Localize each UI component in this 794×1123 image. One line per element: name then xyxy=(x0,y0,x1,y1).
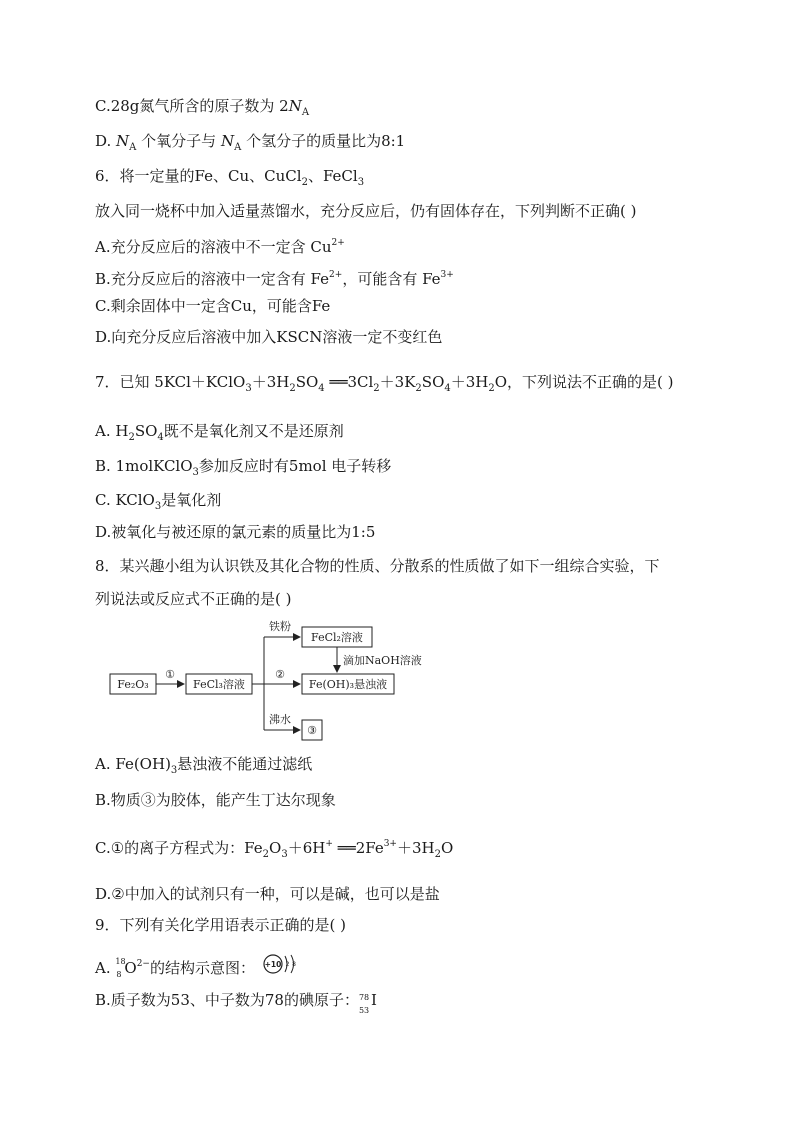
option-7b: B. 1molKClO$_3$参加反应时有5mol 电子转移 xyxy=(95,457,392,478)
fecl2-label: FeCl₂溶液 xyxy=(311,631,363,644)
svg-text:+10: +10 xyxy=(264,960,282,969)
question-7-stem: 7．已知 $5KCl+KClO_3+3H_2SO_4$ $══3Cl_2+3K_2SO_4+3H_2O$，下列说法不正确的是( ) xyxy=(95,373,674,394)
feoh3-label: Fe(OH)₃悬浊液 xyxy=(308,678,388,691)
question-9-stem: 9．下列有关化学用语表示正确的是( ) xyxy=(95,916,347,934)
option-8b: B.物质③为胶体，能产生丁达尔现象 xyxy=(95,791,336,809)
option-6b: B.充分反应后的溶液中一定含有 $Fe^{2+}$，可能含有 $Fe^{3+}$ xyxy=(95,270,454,288)
option-6c: C.剩余固体中一定含Cu，可能含Fe xyxy=(95,297,331,315)
option-5c: C.28g氮气所含的原子数为 $2N_A$ xyxy=(95,97,310,118)
option-8a: A. $Fe(OH)_3$悬浊液不能通过滤纸 xyxy=(95,755,313,776)
oxide-ion-structure-diagram xyxy=(262,952,302,976)
experiment-flow-diagram xyxy=(108,616,448,744)
question-6-stem-2: 放入同一烧杯中加入适量蒸馏水，充分反应后，仍有固体存在，下列判断不正确( ) xyxy=(95,202,637,220)
option-7c: C. KClO$_3$是氧化剂 xyxy=(95,491,222,512)
question-8-stem: 8．某兴趣小组为认识铁及其化合物的性质、分散系的性质做了如下一组综合实验，下 xyxy=(95,557,660,575)
iron-powder-label: 铁粉 xyxy=(269,620,291,633)
option-7a: A. $H_2SO_4$既不是氧化剂又不是还原剂 xyxy=(95,422,344,443)
svg-text:2: 2 xyxy=(285,961,290,968)
question-8-stem-2: 列说法或反应式不正确的是( ) xyxy=(95,590,292,608)
option-6a: A.充分反应后的溶液中不一定含 $Cu^{2+}$ xyxy=(95,238,345,256)
option-5d: D. $N_A$ 个氧分子与 $N_A$ 个氢分子的质量比为8:1 xyxy=(95,132,406,153)
product-3-label: ③ xyxy=(307,724,317,737)
question-6-stem: 6．将一定量的Fe、Cu、CuCl$_2$、FeCl$_3$ xyxy=(95,167,365,188)
step-1-label: ① xyxy=(165,668,175,681)
option-6d: D.向充分反应后溶液中加入KSCN溶液一定不变红色 xyxy=(95,328,443,346)
option-9a: A. 18 8 $O^{2-}$的结构示意图： xyxy=(95,957,255,979)
boiling-water-label: 沸水 xyxy=(269,713,291,726)
fe2o3-label: Fe₂O₃ xyxy=(117,678,149,691)
naoh-label: 滴加NaOH溶液 xyxy=(343,654,422,667)
fecl3-label: FeCl₃溶液 xyxy=(193,678,245,691)
option-8d: D.②中加入的试剂只有一种，可以是碱，也可以是盐 xyxy=(95,885,440,903)
svg-text:8: 8 xyxy=(292,961,296,968)
step-2-label: ② xyxy=(275,668,285,681)
option-7d: D.被氧化与被还原的氯元素的质量比为1:5 xyxy=(95,523,376,541)
option-9b: B.质子数为53、中子数为78的碘原子： 78 53 I xyxy=(95,991,377,1015)
option-8c: C.①的离子方程式为：$Fe_2O_3+6H^+$ $══2Fe^{3+}+3H_2O$ xyxy=(95,839,454,860)
